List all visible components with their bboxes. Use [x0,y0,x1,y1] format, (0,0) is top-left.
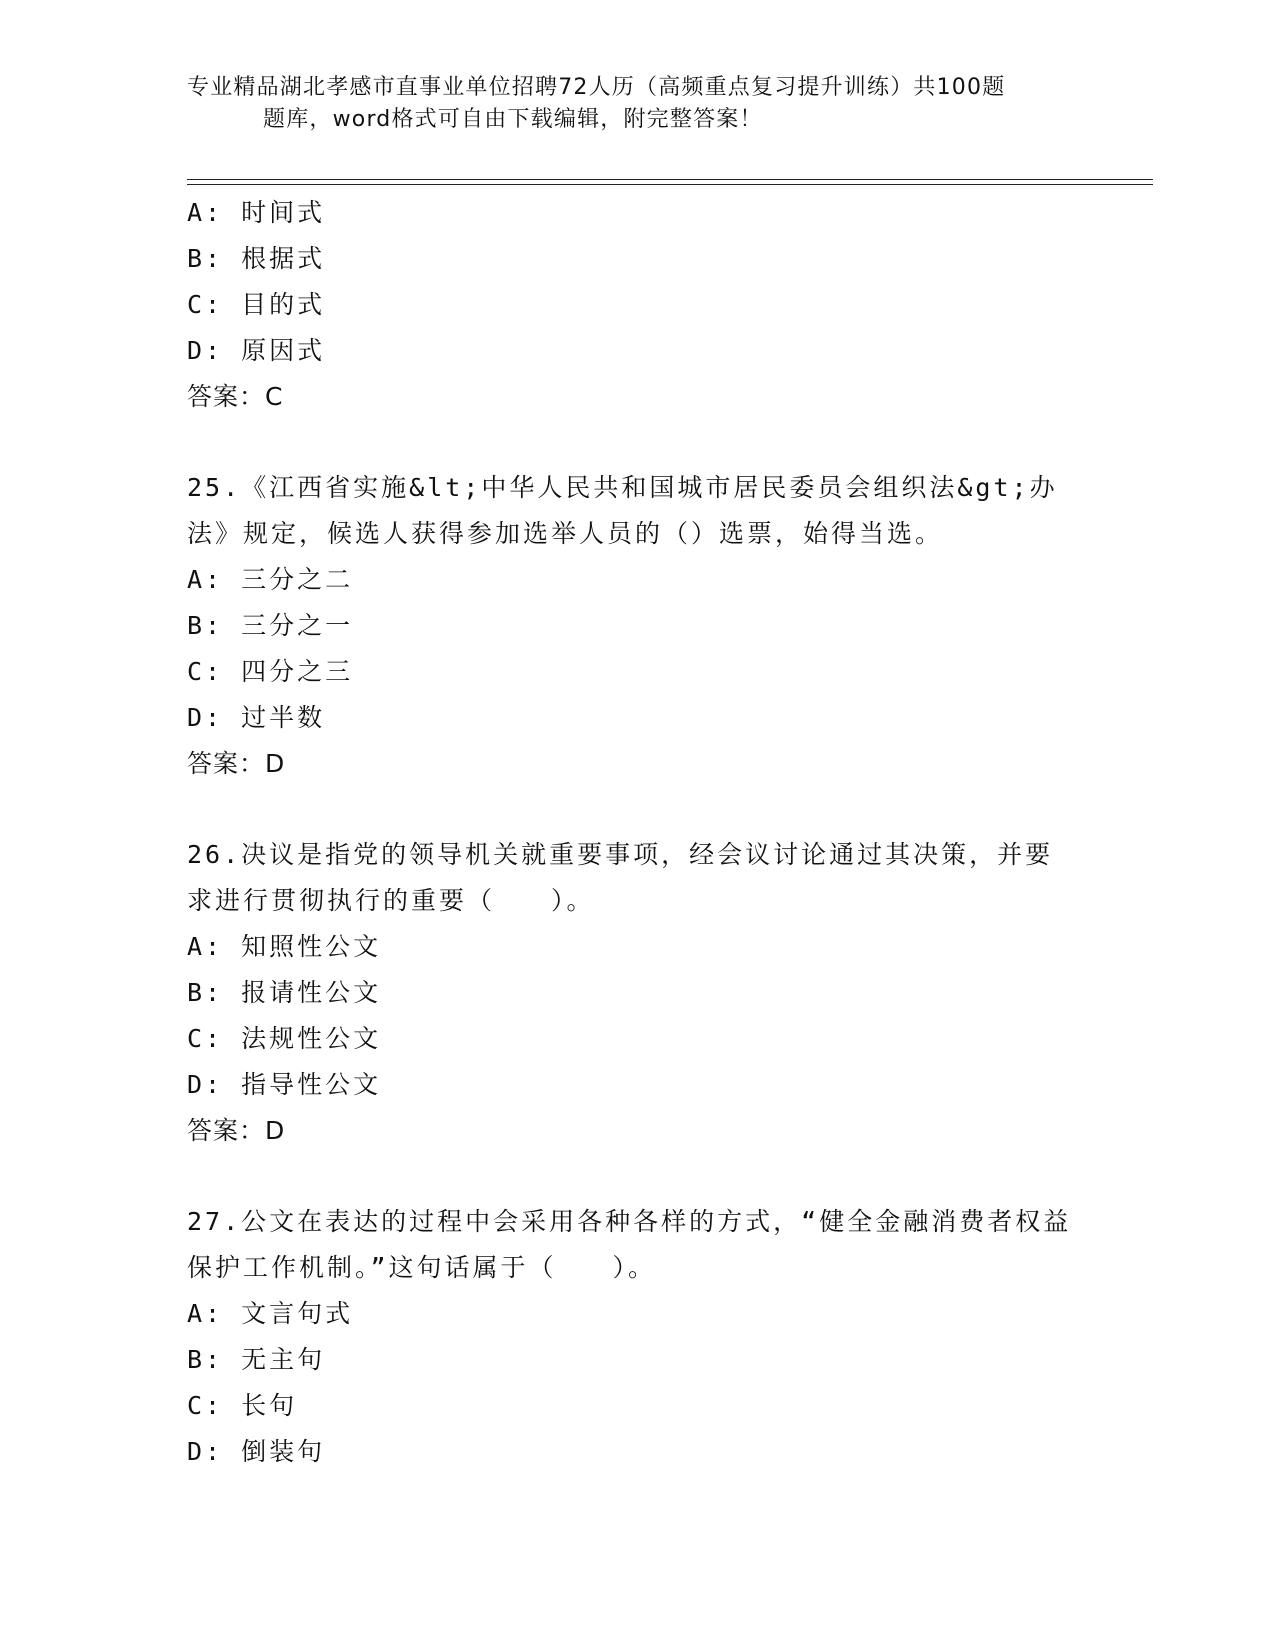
question-stem: 27.公文在表达的过程中会采用各种各样的方式，“健全金融消费者权益保护工作机制。”这句话属于（ ）。 [187,1207,1072,1282]
option-d: D: 指导性公文 [187,1070,382,1099]
option-d: D: 倒装句 [187,1437,326,1466]
answer-line: 答案：C [187,382,284,411]
header-title-line-1: 专业精品湖北孝感市直事业单位招聘72人历（高频重点复习提升训练）共100题 [187,75,1006,100]
question-block-25 [187,465,1077,787]
option-c: C: 目的式 [187,290,326,319]
option-a: A: 文言句式 [187,1299,354,1328]
question-stem: 26.决议是指党的领导机关就重要事项，经会议讨论通过其决策，并要求进行贯彻执行的重要（ ）。 [187,840,1054,915]
option-c: C: 法规性公文 [187,1024,382,1053]
option-c: C: 长句 [187,1391,298,1420]
option-a: A: 知照性公文 [187,932,382,961]
header-divider-bottom [187,184,1153,185]
option-c: C: 四分之三 [187,657,354,686]
page-header [187,72,1067,136]
option-a: A: 时间式 [187,198,326,227]
option-b: B: 根据式 [187,244,326,273]
header-title-line-2: 题库，word格式可自由下载编辑，附完整答案！ [263,107,763,132]
spacer [187,1154,1077,1199]
option-d: D: 原因式 [187,336,326,365]
option-b: B: 报请性公文 [187,978,382,1007]
question-block-24 [187,190,1077,420]
option-b: B: 三分之一 [187,611,354,640]
answer-line: 答案：D [187,1116,286,1145]
question-stem: 25.《江西省实施&lt;中华人民共和国城市居民委员会组织法&gt;办法》规定，候选人获得参加选举人员的（）选票，始得当选。 [187,473,1058,548]
answer-line: 答案：D [187,749,286,778]
option-a: A: 三分之二 [187,565,354,594]
header-divider-top [187,179,1153,180]
option-d: D: 过半数 [187,703,326,732]
question-list [187,190,1077,1475]
spacer [187,420,1077,465]
question-block-27 [187,1199,1077,1475]
spacer [187,787,1077,832]
question-block-26 [187,832,1077,1154]
option-b: B: 无主句 [187,1345,326,1374]
